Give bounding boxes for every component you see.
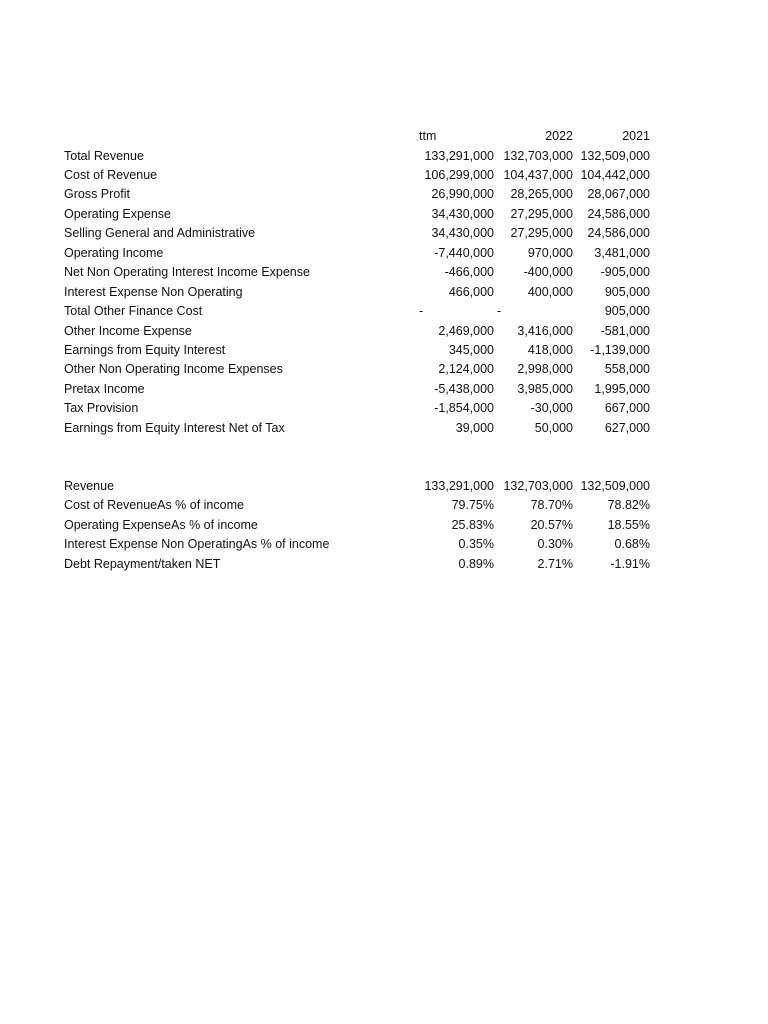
row-label: Total Other Finance Cost [64,304,203,318]
cell-ttm: 2,124,000 [438,362,494,376]
cell-2021: 132,509,000 [580,149,650,163]
row-label: Interest Expense Non OperatingAs % of income [64,537,330,551]
header-2022: 2022 [545,129,573,143]
table-row [64,322,652,341]
cell-ttm: 25.83% [451,518,494,532]
cell-2022: 28,265,000 [510,187,573,201]
cell-ttm: 79.75% [451,498,494,512]
cell-2021: 24,586,000 [587,226,650,240]
column-header-row [64,127,652,146]
cell-ttm: 34,430,000 [431,226,494,240]
cell-ttm: 133,291,000 [424,479,494,493]
cell-2022: -30,000 [530,401,573,415]
cell-ttm: 466,000 [448,285,494,299]
table-row [64,185,652,204]
table-row [64,166,652,185]
cell-ttm: 0.89% [458,557,494,571]
cell-ttm: 39,000 [455,421,494,435]
row-label: Cost of Revenue [64,168,158,182]
cell-2022: -400,000 [523,265,573,279]
row-label: Selling General and Administrative [64,226,256,240]
row-label: Cost of RevenueAs % of income [64,498,244,512]
cell-ttm: -5,438,000 [434,382,494,396]
cell-2022: 20.57% [530,518,573,532]
table-row [64,535,652,554]
row-label: Other Income Expense [64,324,192,338]
cell-2021: 627,000 [604,421,650,435]
row-label: Operating Expense [64,207,172,221]
cell-2022: 27,295,000 [510,207,573,221]
cell-2021: 78.82% [607,498,650,512]
cell-ttm: 0.35% [458,537,494,551]
cell-ttm: - [419,304,424,318]
cell-2022: 132,703,000 [503,149,573,163]
cell-2021: 1,995,000 [594,382,650,396]
cell-2022: 27,295,000 [510,226,573,240]
cell-2022: 50,000 [534,421,573,435]
cell-2022: 400,000 [527,285,573,299]
table-row [64,263,652,282]
row-label: Interest Expense Non Operating [64,285,243,299]
cell-2022: 3,416,000 [517,324,573,338]
table-row [64,224,652,243]
cell-2021: -905,000 [600,265,650,279]
table-row [64,147,652,166]
cell-ttm: 133,291,000 [424,149,494,163]
row-label: Revenue [64,479,115,493]
header-2021: 2021 [622,129,650,143]
table-row [64,244,652,263]
cell-2021: 905,000 [604,304,650,318]
table-row [64,302,652,321]
table-row [64,360,652,379]
row-label: Other Non Operating Income Expenses [64,362,283,376]
cell-2021: 18.55% [607,518,650,532]
table-row [64,419,652,438]
header-ttm: ttm [419,129,437,143]
table-row [64,496,652,515]
row-label: Operating Income [64,246,164,260]
cell-2021: 28,067,000 [587,187,650,201]
table-row [64,399,652,418]
cell-2022: 78.70% [530,498,573,512]
cell-ttm: 106,299,000 [424,168,494,182]
cell-ttm: -7,440,000 [434,246,494,260]
cell-2021: -1,139,000 [590,343,650,357]
row-label: Tax Provision [64,401,139,415]
cell-2021: -1.91% [610,557,650,571]
row-label: Net Non Operating Interest Income Expense [64,265,310,279]
cell-2022: 132,703,000 [503,479,573,493]
row-label: Total Revenue [64,149,144,163]
cell-2022: 0.30% [537,537,573,551]
row-label: Earnings from Equity Interest [64,343,226,357]
cell-2022: 418,000 [527,343,573,357]
cell-ttm: -466,000 [444,265,494,279]
table-row [64,380,652,399]
table-row [64,477,652,496]
cell-2022: 970,000 [527,246,573,260]
cell-ttm: 345,000 [448,343,494,357]
row-label: Pretax Income [64,382,145,396]
cell-2021: 132,509,000 [580,479,650,493]
cell-2022: 2.71% [537,557,573,571]
row-label: Gross Profit [64,187,130,201]
cell-ttm: 34,430,000 [431,207,494,221]
cell-2021: 3,481,000 [594,246,650,260]
cell-2022: 3,985,000 [517,382,573,396]
table-row [64,516,652,535]
cell-2022: 2,998,000 [517,362,573,376]
cell-2021: 558,000 [604,362,650,376]
table-row [64,283,652,302]
row-label: Debt Repayment/taken NET [64,557,221,571]
cell-2021: 104,442,000 [580,168,650,182]
cell-2021: 905,000 [604,285,650,299]
cell-ttm: -1,854,000 [434,401,494,415]
cell-ttm: 2,469,000 [438,324,494,338]
cell-2022: - [497,304,502,318]
cell-ttm: 26,990,000 [431,187,494,201]
cell-2021: 0.68% [614,537,650,551]
cell-2021: 667,000 [604,401,650,415]
row-label: Earnings from Equity Interest Net of Tax [64,421,285,435]
table-row [64,205,652,224]
row-label: Operating ExpenseAs % of income [64,518,258,532]
cell-2021: 24,586,000 [587,207,650,221]
table-row [64,555,652,574]
cell-2022: 104,437,000 [503,168,573,182]
cell-2021: -581,000 [600,324,650,338]
table-row [64,341,652,360]
